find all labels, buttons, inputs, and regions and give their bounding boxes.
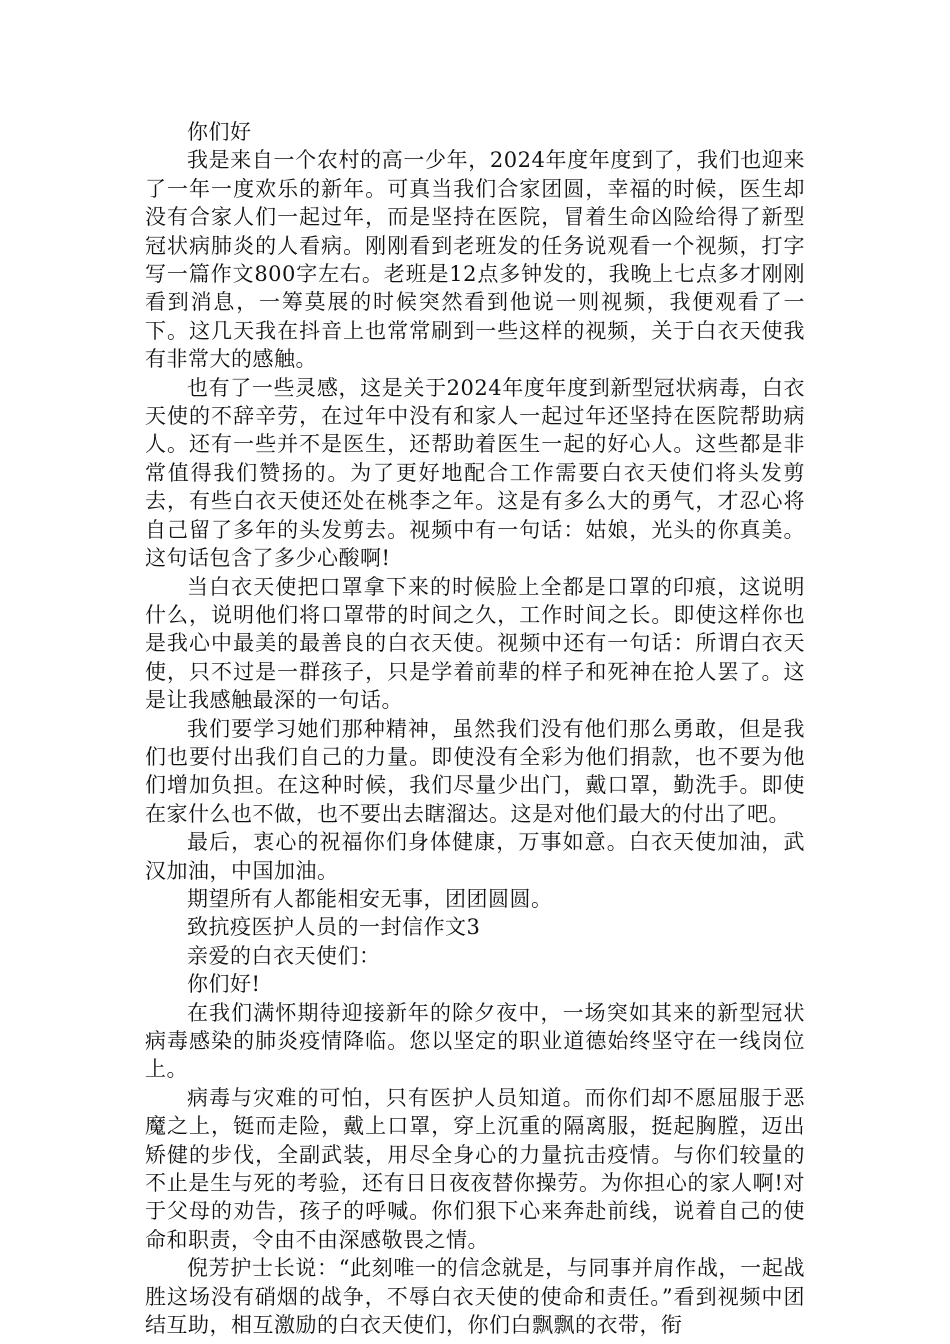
- document-page: [145, 118, 805, 1339]
- body-paragraph: 也有了一些灵感，这是关于2024年度年度到新型冠状病毒，白衣天使的不辞辛劳，在过年中没有和家人一起过年还坚持在医院帮助病人。还有一些并不是医生，还帮助着医生一起的好心人。这些都是非常值得我们赞扬的。为了更好地配合工作需要白衣天使们将头发剪去，有些白衣天使还处在桃李之年。这是有多么大的勇气，才忍心将自己留了多年的头发剪去。视频中有一句话：姑娘，光头的你真美。这句话包含了多少心酸啊!: [145, 375, 805, 571]
- salutation-paragraph: 亲爱的白衣天使们：: [187, 943, 381, 968]
- greeting-paragraph: 你们好!: [187, 972, 261, 997]
- body-paragraph: 我是来自一个农村的高一少年，2024年度年度到了，我们也迎来了一年一度欢乐的新年。可真当我们合家团圆，幸福的时候，医生却没有合家人们一起过年，而是坚持在医院，冒着生命凶险给得了新型冠状病肺炎的人看病。刚刚看到老班发的任务说观看一个视频，打字写一篇作文800字左右。老班是12点多钟发的，我晚上七点多才刚刚看到消息，一筹莫展的时候突然看到他说一则视频，我便观看了一下。这几天我在抖音上也常常刷到一些这样的视频，关于白衣天使我有非常大的感触。: [145, 148, 805, 372]
- greeting-paragraph: 你们好: [187, 120, 252, 144]
- body-paragraph: 当白衣天使把口罩拿下来的时候脸上全都是口罩的印痕，这说明什么，说明他们将口罩带的时间之久，工作时间之长。即使这样你也是我心中最美的最善良的白衣天使。视频中还有一句话：所谓白衣天使，只不过是一群孩子，只是学着前辈的样子和死神在抢人罢了。这是让我感触最深的一句话。: [145, 574, 805, 713]
- body-paragraph: 倪芳护士长说：“此刻唯一的信念就是，与同事并肩作战，一起战胜这场没有硝烟的战争，不辱白衣天使的使命和责任。”看到视频中团结互助，相互激励的白衣天使们，你们白飘飘的衣带，衔: [145, 1256, 805, 1338]
- body-paragraph: 我们要学习她们那种精神，虽然我们没有他们那么勇敢，但是我们也要付出我们自己的力量。即使没有全彩为他们捐款，也不要为他们增加负担。在这种时候，我们尽量少出门，戴口罩，勤洗手。即使在家什么也不做，也不要出去瞎溜达。这是对他们最大的付出了吧。: [145, 716, 805, 826]
- body-paragraph: 病毒与灾难的可怕，只有医护人员知道。而你们却不愿屈服于恶魔之上，铤而走险，戴上口罩，穿上沉重的隔离服，挺起胸膛，迈出矫健的步伐，全副武装，用尽全身心的力量抗击疫情。与你们较量的不止是生与死的考验，还有日日夜夜替你操劳。为你担心的家人啊!对于父母的劝告，孩子的呼喊。你们狠下心来奔赴前线，说着自己的使命和职责，令由不由深感敬畏之情。: [145, 1085, 805, 1252]
- body-paragraph: 最后，衷心的祝福你们身体健康，万事如意。白衣天使加油，武汉加油，中国加油。: [145, 830, 805, 883]
- body-paragraph: 期望所有人都能相安无事，团团圆圆。: [187, 886, 553, 911]
- body-paragraph: 在我们满怀期待迎接新年的除夕夜中，一场突如其来的新型冠状病毒感染的肺炎疫情降临。您以坚定的职业道德始终坚守在一线岗位上。: [145, 1000, 805, 1082]
- section-title: 致抗疫医护人员的一封信作文3: [187, 915, 481, 940]
